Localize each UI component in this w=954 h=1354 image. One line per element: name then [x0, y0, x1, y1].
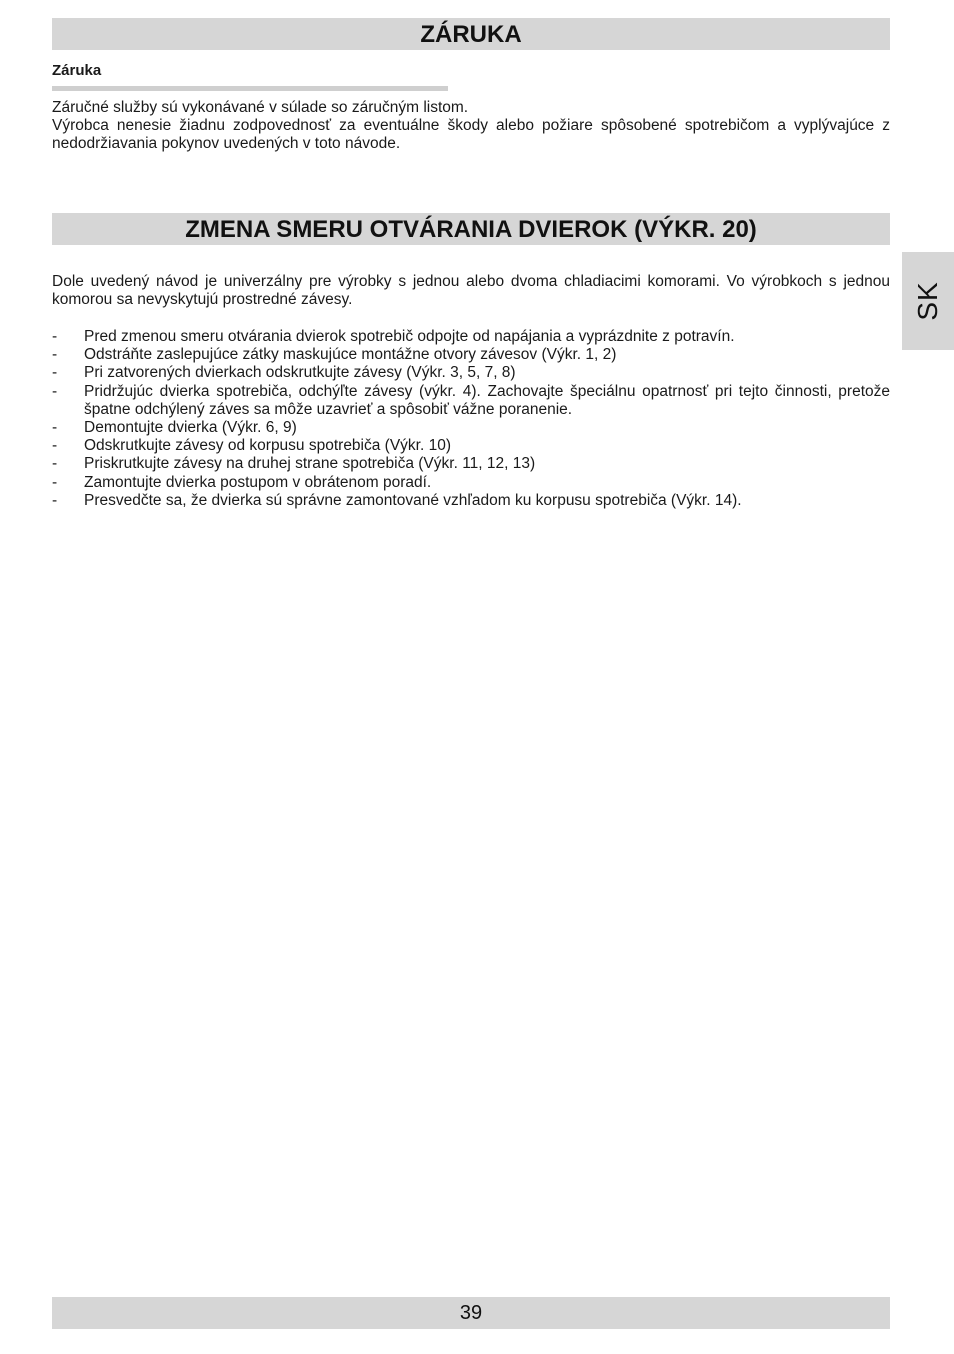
step-item: - Odskrutkujte závesy od korpusu spotrebiča (Výkr. 10): [52, 437, 890, 455]
step-item: - Zamontujte dvierka postupom v obrátenom poradí.: [52, 474, 890, 492]
warranty-line: Záručné služby sú vykonávané v súlade so záručným listom.: [52, 99, 469, 116]
step-item: - Demontujte dvierka (Výkr. 6, 9): [52, 419, 890, 437]
subtitle-divider: [52, 86, 448, 91]
step-item: - Pri zatvorených dvierkach odskrutkujte závesy (Výkr. 3, 5, 7, 8): [52, 364, 890, 382]
warranty-section-title: ZÁRUKA: [52, 18, 890, 50]
warranty-line: Výrobca nenesie žiadnu zodpovednosť za eventuálne škody alebo požiare spôsobené spotrebičom a vyplývajúce z nedodržiavania pokynov uvedených v toto návode.: [52, 117, 890, 152]
page-number: 39: [52, 1297, 890, 1329]
step-item: - Pridržujúc dvierka spotrebiča, odchýľte závesy (výkr. 4). Zachovajte špeciálnu opatrnosť pri tejto činnosti, pretože špatne odchýlený záves sa môže uzavrieť a spôsobiť vážne poranenie.: [52, 383, 890, 419]
step-item: - Presvedčte sa, že dvierka sú správne zamontované vzhľadom ku korpusu spotrebiča (Výkr. 14).: [52, 492, 890, 510]
step-item: - Priskrutkujte závesy na druhej strane spotrebiča (Výkr. 11, 12, 13): [52, 455, 890, 473]
warranty-subtitle: Záruka: [52, 62, 102, 79]
language-tab-label: SK: [912, 281, 943, 321]
language-tab: [902, 252, 954, 350]
door-reversal-section-title: ZMENA SMERU OTVÁRANIA DVIEROK (VÝKR. 20): [52, 213, 890, 245]
warranty-text: [52, 99, 890, 153]
door-reversal-steps: [52, 328, 890, 510]
door-reversal-intro: Dole uvedený návod je univerzálny pre výrobky s jednou alebo dvoma chladiacimi komorami. Vo výrobkoch s jednou komorou sa nevyskytujú prostredné závesy.: [52, 273, 890, 308]
step-item: - Odstráňte zaslepujúce zátky maskujúce montážne otvory závesov (Výkr. 1, 2): [52, 346, 890, 364]
step-item: - Pred zmenou smeru otvárania dvierok spotrebič odpojte od napájania a vyprázdnite z potravín.: [52, 328, 890, 346]
